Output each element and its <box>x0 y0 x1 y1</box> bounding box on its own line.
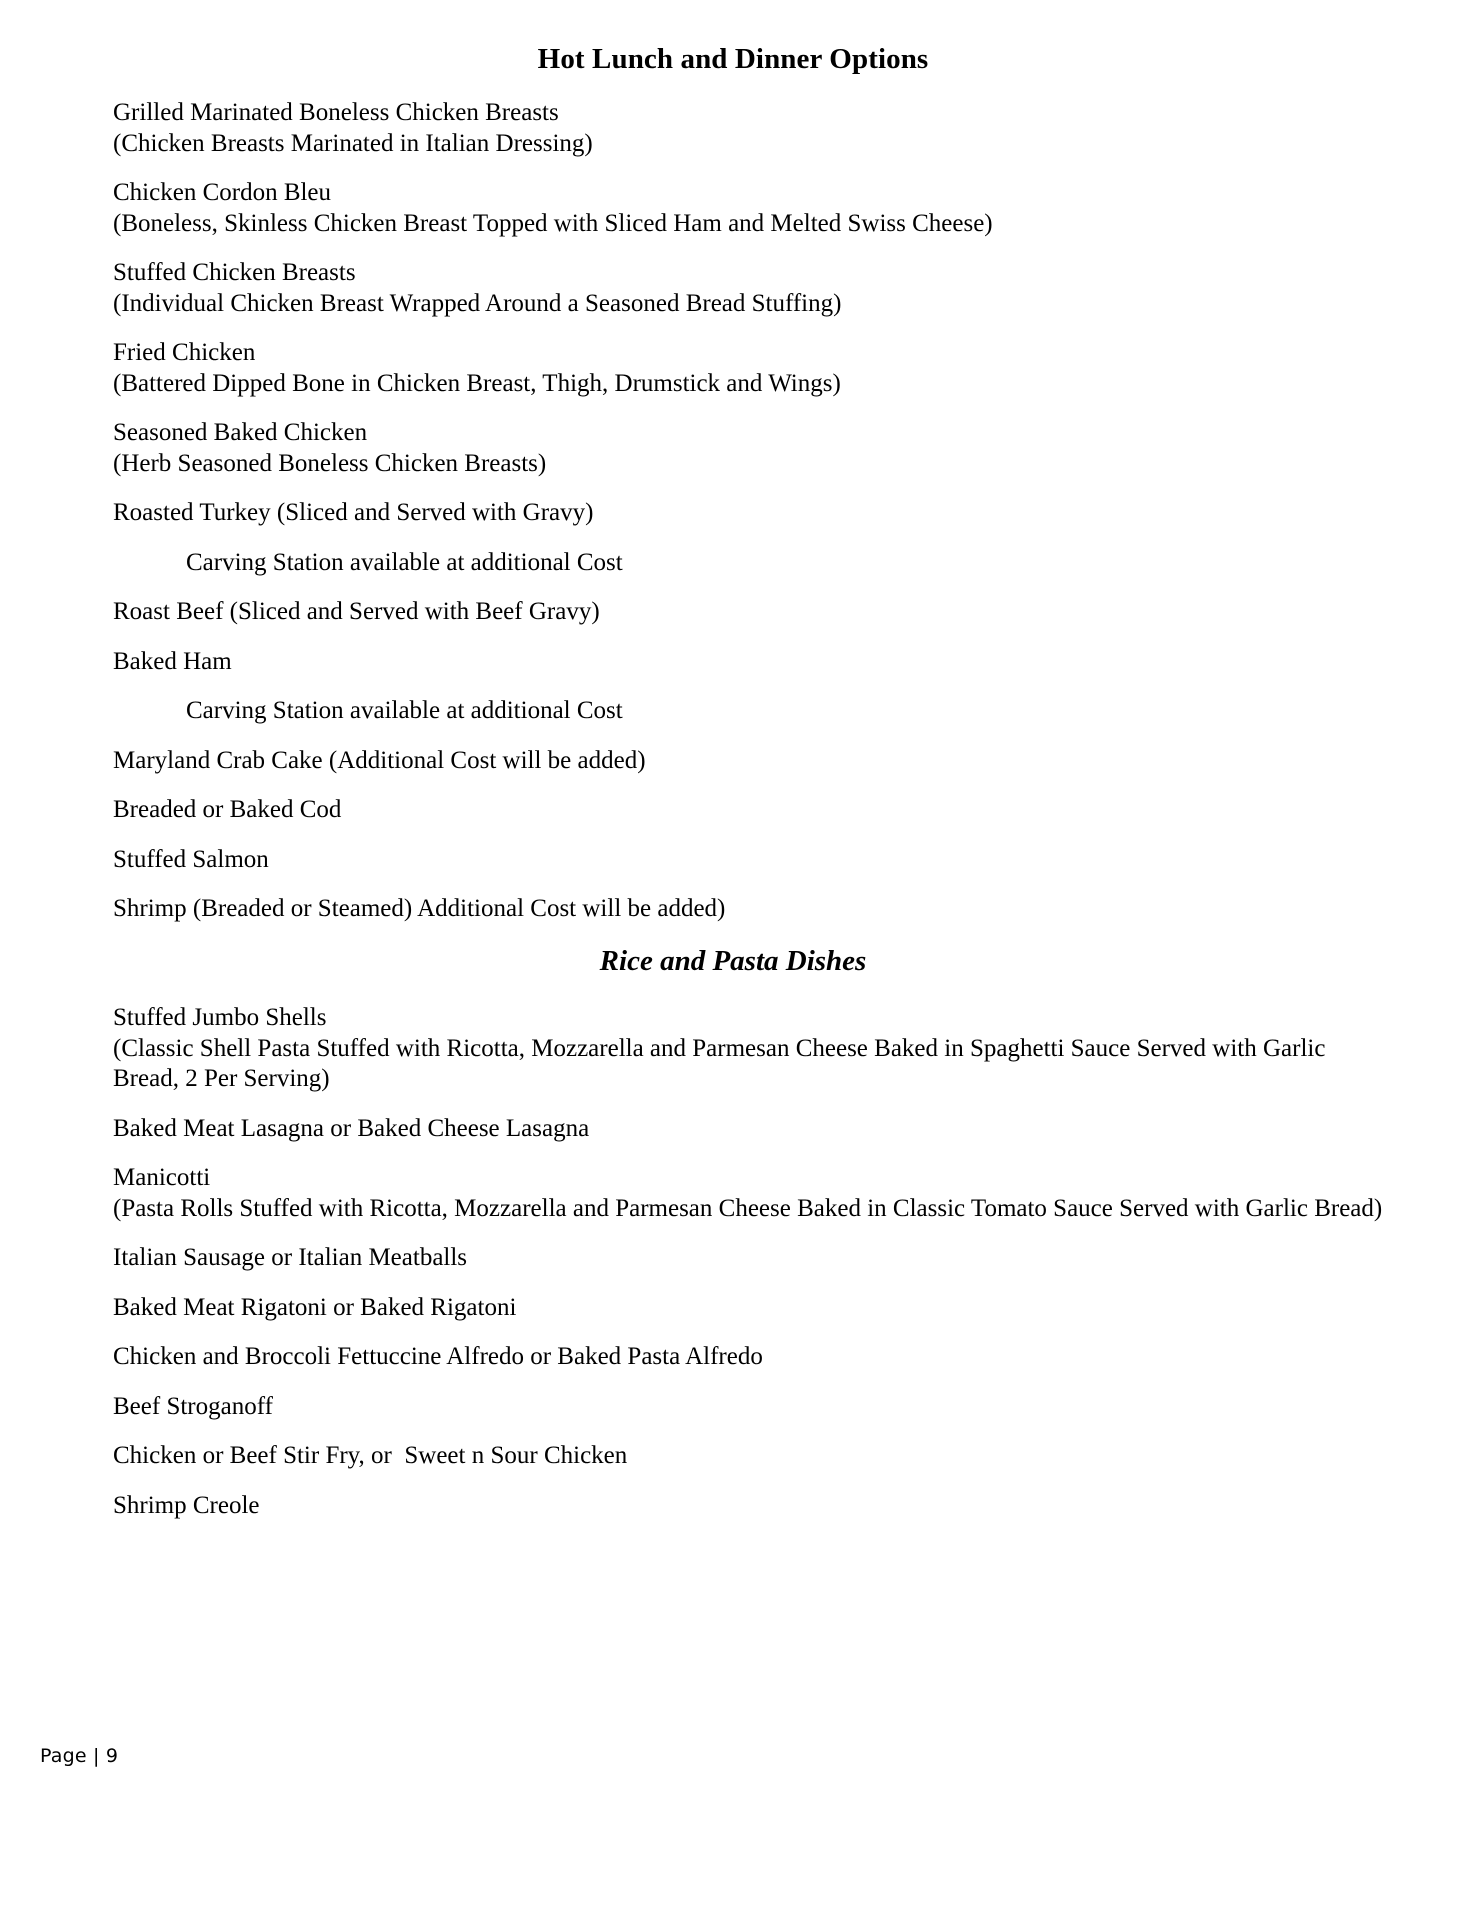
menu-entry <box>113 479 1383 529</box>
document-body <box>113 0 1383 1521</box>
menu-entry-description: (Battered Dipped Bone in Chicken Breast, Thigh, Drumstick and Wings) <box>113 369 841 397</box>
menu-entry-name: Shrimp (Breaded or Steamed) Additional Cost will be added) <box>113 895 726 923</box>
menu-entry <box>113 727 1383 777</box>
menu-entry-name: Chicken and Broccoli Fettuccine Alfredo or Baked Pasta Alfredo <box>113 1343 763 1371</box>
menu-entry <box>113 1422 1383 1472</box>
menu-entry <box>113 239 1383 319</box>
menu-entry <box>113 319 1383 399</box>
menu-entry <box>113 1224 1383 1274</box>
menu-entry-name: Baked Meat Lasagna or Baked Cheese Lasagna <box>113 1114 590 1142</box>
menu-entry-description: (Individual Chicken Breast Wrapped Around a Seasoned Bread Stuffing) <box>113 289 842 317</box>
menu-entry-name: Baked Ham <box>113 647 232 675</box>
menu-entry-name: Baked Meat Rigatoni or Baked Rigatoni <box>113 1293 517 1321</box>
menu-entry <box>113 1323 1383 1373</box>
menu-entry-name: Italian Sausage or Italian Meatballs <box>113 1244 468 1272</box>
menu-entry-name: Seasoned Baked Chicken <box>113 419 368 447</box>
menu-entry <box>113 776 1383 826</box>
menu-entry <box>113 159 1383 239</box>
menu-entry-description: (Pasta Rolls Stuffed with Ricotta, Mozzarella and Parmesan Cheese Baked in Classic Tomato Sauce Served with Garlic Bread) <box>113 1194 1383 1222</box>
page-title: Hot Lunch and Dinner Options <box>537 43 929 75</box>
menu-entry-name: Stuffed Jumbo Shells <box>113 1004 327 1032</box>
menu-entry <box>113 1144 1383 1224</box>
menu-entry-name: Stuffed Chicken Breasts <box>113 259 356 287</box>
menu-entry-name: Chicken Cordon Bleu <box>113 179 332 207</box>
menu-entry-description: (Boneless, Skinless Chicken Breast Topped with Sliced Ham and Melted Swiss Cheese) <box>113 209 993 237</box>
menu-entry-name: Roast Beef (Sliced and Served with Beef Gravy) <box>113 598 600 626</box>
menu-entry-name: Roasted Turkey (Sliced and Served with Gravy) <box>113 499 594 527</box>
menu-entry-name: Shrimp Creole <box>113 1491 260 1519</box>
menu-entry <box>113 578 1383 628</box>
menu-entry <box>113 399 1383 479</box>
menu-entry-name: Beef Stroganoff <box>113 1392 273 1420</box>
menu-entry-name: Chicken or Beef Stir Fry, or Sweet n Sour Chicken <box>113 1442 628 1470</box>
menu-entry <box>113 628 1383 678</box>
menu-entry-description: (Herb Seasoned Boneless Chicken Breasts) <box>113 449 547 477</box>
menu-entry-name: Breaded or Baked Cod <box>113 796 342 824</box>
menu-entry-description: (Classic Shell Pasta Stuffed with Ricotta, Mozzarella and Parmesan Cheese Baked in Spaghetti Sauce Served with Garlic Bread, 2 Per Serving) <box>113 1034 1332 1093</box>
menu-entry-name: Stuffed Salmon <box>113 845 269 873</box>
menu-entry <box>113 984 1383 1095</box>
menu-entry <box>113 76 1383 159</box>
menu-entry-name: Grilled Marinated Boneless Chicken Breasts <box>113 99 559 127</box>
menu-entry-description: (Chicken Breasts Marinated in Italian Dressing) <box>113 129 593 157</box>
menu-entry <box>113 1472 1383 1522</box>
menu-entry-name: Maryland Crab Cake (Additional Cost will be added) <box>113 746 646 774</box>
menu-entry-name: Manicotti <box>113 1164 211 1192</box>
menu-entry <box>113 1373 1383 1423</box>
page-footer: Page | 9 <box>40 1745 119 1767</box>
section-heading-rice-and-pasta: Rice and Pasta Dishes <box>599 944 867 977</box>
menu-entry-note: Carving Station available at additional Cost <box>186 548 623 576</box>
menu-entry <box>113 875 1383 925</box>
menu-entry <box>113 1095 1383 1145</box>
menu-entry-note: Carving Station available at additional Cost <box>186 697 623 725</box>
menu-entry <box>113 1274 1383 1324</box>
menu-entry <box>113 826 1383 876</box>
menu-entry-name: Fried Chicken <box>113 339 256 367</box>
